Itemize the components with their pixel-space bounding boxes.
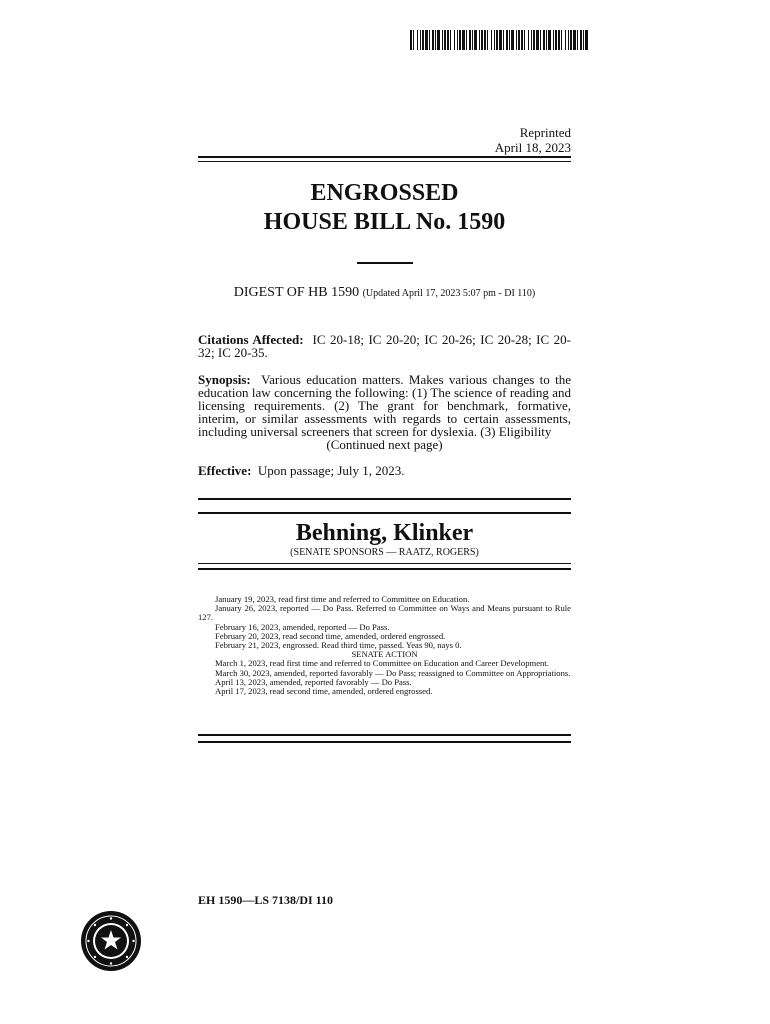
- citations-paragraph: [198, 333, 571, 359]
- history-entry: March 30, 2023, amended, reported favorably — Do Pass; reassigned to Committee on Appropriations.: [215, 667, 571, 678]
- senate-sponsors: (SENATE SPONSORS — RAATZ, ROGERS): [290, 547, 479, 558]
- divider: [198, 734, 571, 736]
- reprinted-label: Reprinted: [519, 125, 571, 140]
- history-entry: April 17, 2023, read second time, amended, ordered engrossed.: [215, 686, 433, 697]
- digest-updated: (Updated April 17, 2023 5:07 pm - DI 110): [362, 288, 536, 299]
- document-code: EH 1590—LS 7138/DI 110: [198, 893, 334, 907]
- divider: [198, 568, 571, 570]
- synopsis-text: Various education matters. Makes various changes to the education law concerning the following: (1) The science of reading and licensing requirements. (2) The grant for benchmark, formative, interim, or similar assessments with regards to certain assessments, including universal screeners that screen for dyslexia. (3) Eligibility: [198, 372, 572, 439]
- legislative-history: [198, 595, 571, 696]
- history-entry: January 19, 2023, read first time and referred to Committee on Education.: [215, 594, 470, 604]
- effective-text: Upon passage; July 1, 2023.: [257, 463, 405, 478]
- divider: [198, 156, 571, 158]
- synopsis-continued: (Continued next page): [326, 437, 443, 452]
- senate-action-heading: SENATE ACTION: [351, 649, 418, 660]
- divider: [198, 563, 571, 564]
- history-entry: February 21, 2023, engrossed. Read third time, passed. Yeas 90, nays 0.: [215, 640, 462, 651]
- digest-heading: [198, 285, 571, 301]
- synopsis-label: Synopsis:: [198, 372, 251, 387]
- history-entry: February 16, 2023, amended, reported — Do Pass.: [215, 621, 390, 632]
- citations-label: Citations Affected:: [198, 332, 304, 347]
- synopsis-paragraph: [198, 373, 571, 451]
- history-entry: February 20, 2023, read second time, amended, ordered engrossed.: [215, 630, 446, 641]
- bill-title-line1: ENGROSSED: [310, 180, 459, 206]
- divider: [198, 512, 571, 514]
- title-underline: [357, 262, 413, 264]
- digest-title: DIGEST OF HB 1590: [233, 285, 360, 300]
- history-entry: March 1, 2023, read first time and referred to Committee on Education and Career Development.: [215, 658, 549, 669]
- state-seal-icon: [80, 910, 142, 972]
- history-entry: April 13, 2023, amended, reported favorably — Do Pass.: [215, 676, 412, 687]
- reprinted-date: April 18, 2023: [494, 140, 571, 155]
- barcode-image: [410, 30, 588, 50]
- effective-paragraph: [198, 464, 571, 477]
- divider: [198, 741, 571, 743]
- effective-label: Effective:: [198, 463, 252, 478]
- divider: [198, 161, 571, 162]
- citations-text: IC 20-18; IC 20-20; IC 20-26; IC 20-28; IC 20-32; IC 20-35.: [198, 332, 571, 360]
- history-entry: January 26, 2023, reported — Do Pass. Referred to Committee on Ways and Means pursuant to Rule 127.: [198, 603, 571, 623]
- house-sponsors: Behning, Klinker: [295, 520, 474, 546]
- divider: [198, 498, 571, 500]
- bill-title-line2: HOUSE BILL No. 1590: [263, 209, 506, 235]
